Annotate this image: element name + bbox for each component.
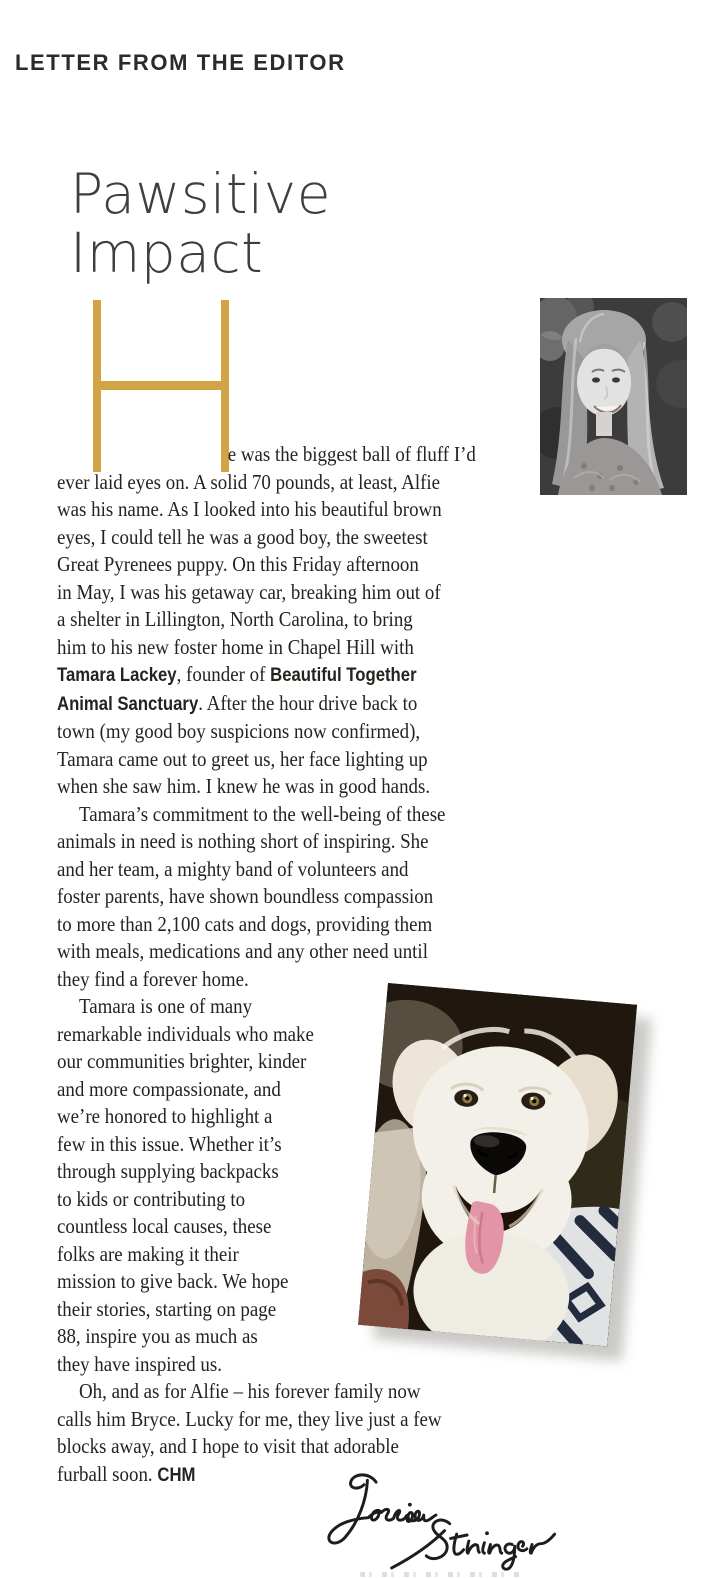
page-title: [70, 162, 332, 285]
signature-last-name: [392, 1520, 555, 1569]
kicker: LETTER FROM THE EDITOR: [15, 50, 346, 75]
dog-photo-drawing: [358, 983, 637, 1346]
title-line-2: Impact: [70, 221, 264, 285]
paragraph-2: Tamara’s commitment to the well-being of these animals in need is nothing short of inspiring. She and her team, a mighty band of volunteers and foster parents, have shown boundless compassion to more than 2,100 cats and dogs, providing them with meals, medications and any other need until they find a forever home.: [57, 801, 446, 991]
cropped-text-fragment: [360, 1572, 520, 1577]
paragraph-4: Oh, and as for Alfie – his forever family now calls him Bryce. Lucky for me, they live just a few blocks away, and I hope to visit that adorable furball soon. CHM: [57, 1379, 442, 1486]
dog-photo: [358, 983, 637, 1346]
title-line-1: Pawsitive: [70, 162, 332, 226]
signature: [318, 1470, 578, 1574]
paragraph-1: e was the biggest ball of fluff I’d ever laid eyes on. A solid 70 pounds, at least, Alfie was his name. As I looked into his beautiful brown eyes, I could tell he was a good boy, the sweetest Great Pyrenees puppy. On this Friday afternoon in May, I was his getaway car, breaking him out of a shelter in Lillington, North Carolina, to bring him to his new foster home in Chapel Hill with Tamara Lackey, founder of Beautiful Together Animal Sanctuary. After the hour drive back to town (my good boy suspicions now confirmed), Tamara came out to greet us, her face lighting up when she saw him. I knew he was in good hands.: [57, 442, 476, 798]
signature-first-name: [329, 1475, 436, 1543]
dropcap-crossbar: [101, 381, 221, 390]
paragraph-3: Tamara is one of many remarkable individuals who make our communities brighter, kinder and more compassionate, and we’re honored to highlight a few in this issue. Whether it’s through supplying backpacks to kids or contributing to countless local causes, these folks are making it their mission to give back. We hope their stories, starting on page 88, inspire you as much as they have inspired us.: [57, 994, 314, 1376]
